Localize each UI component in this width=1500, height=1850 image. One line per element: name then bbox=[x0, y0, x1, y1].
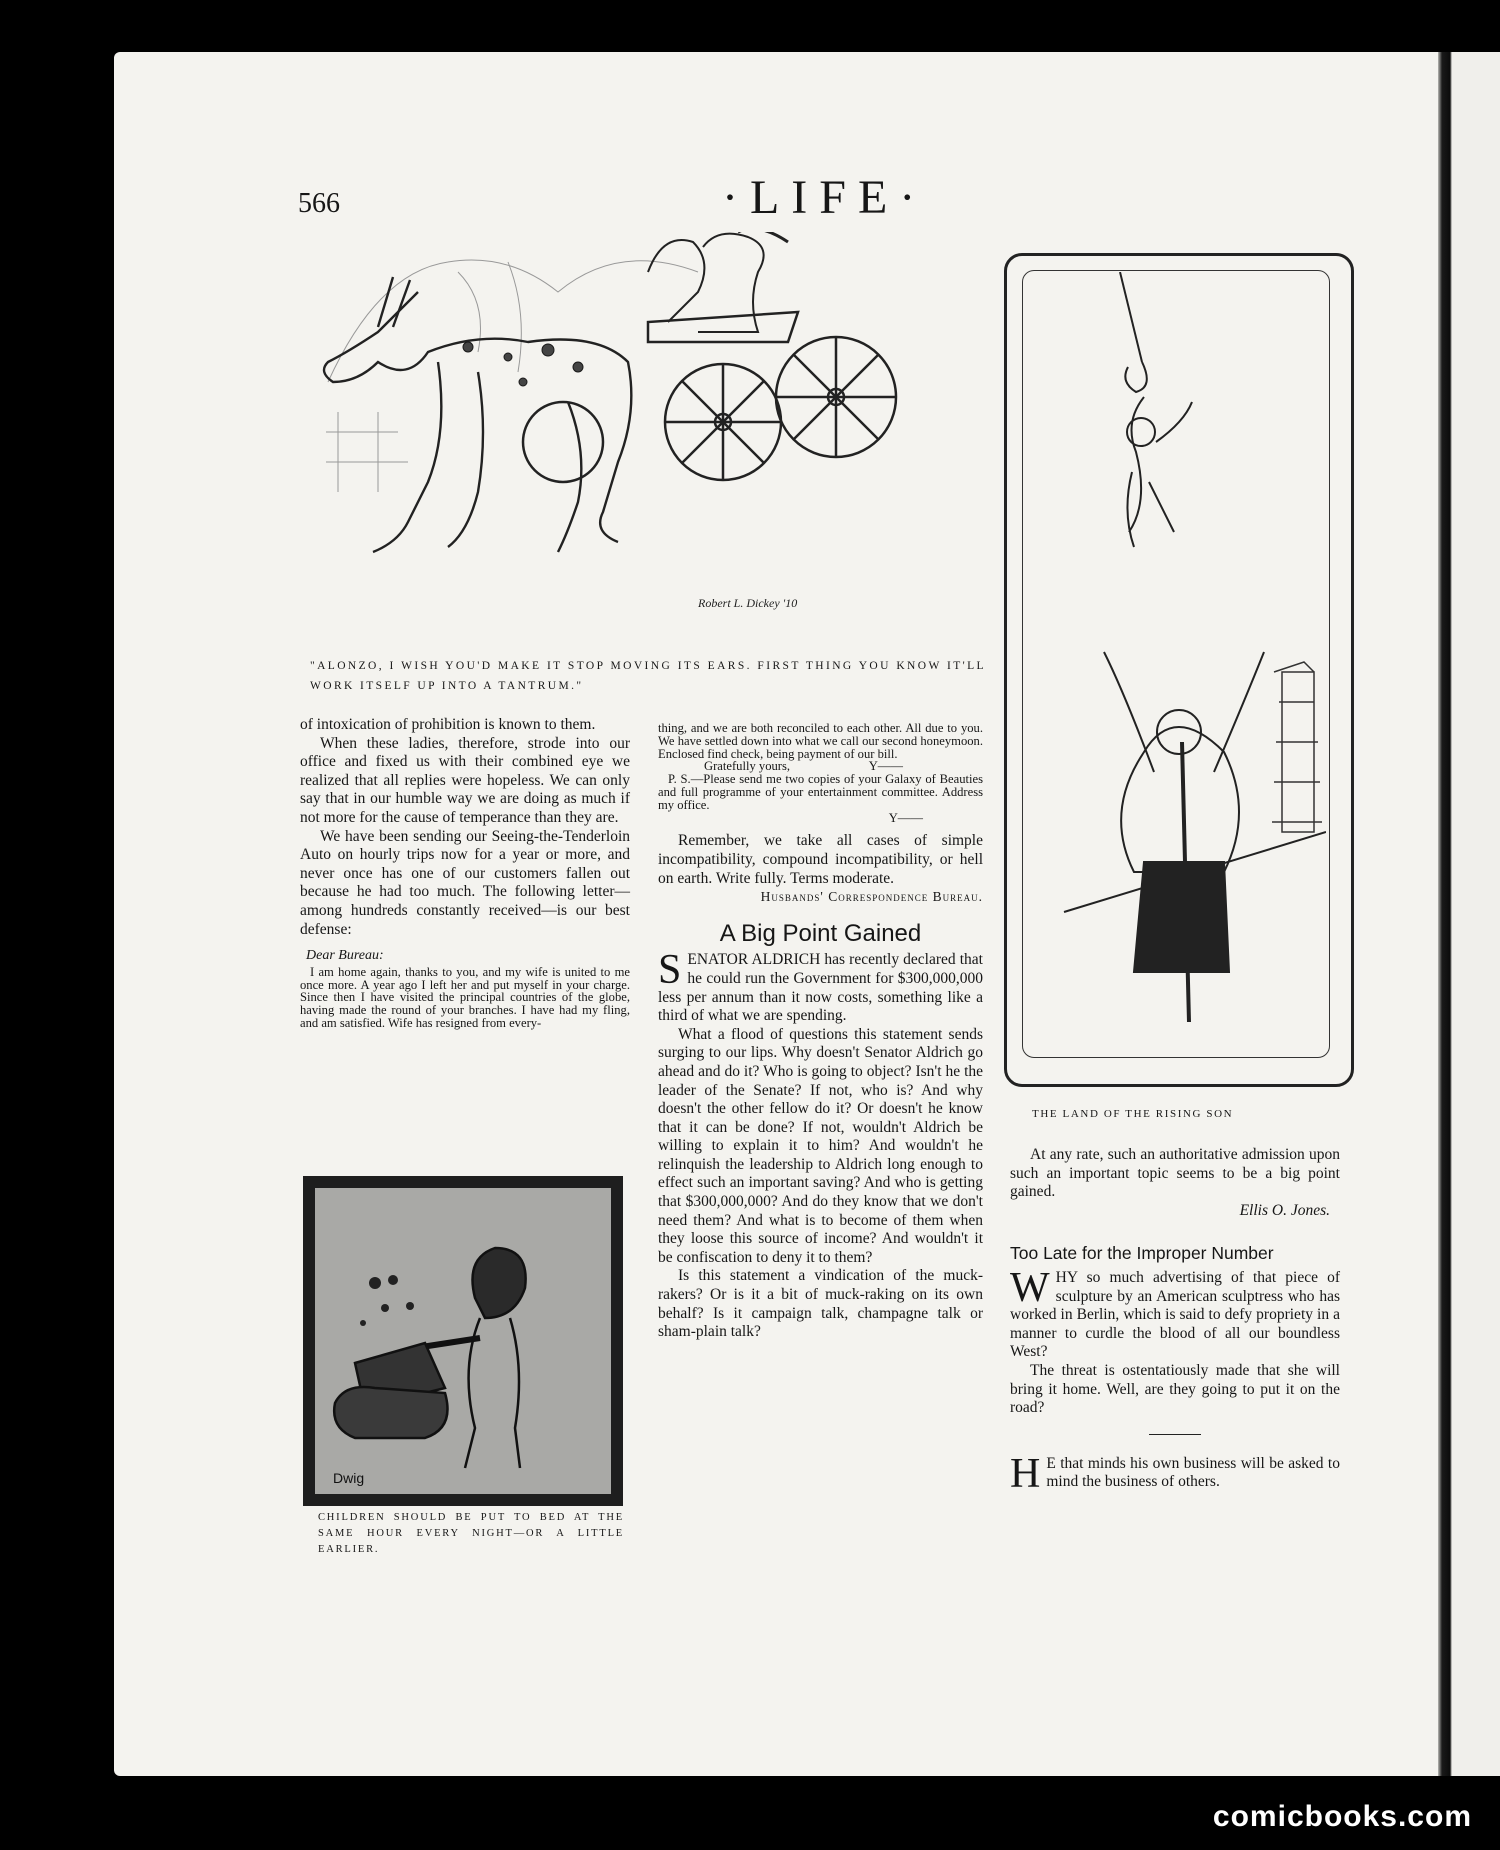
carriage-caption: "ALONZO, I WISH YOU'D MAKE IT STOP MOVING ITS EARS. FIRST THING YOU KNOW IT'LL WORK ITSELF UP INTO A TANTRUM." bbox=[310, 660, 986, 692]
children-illustration bbox=[315, 1188, 611, 1494]
watermark: comicbooks.com bbox=[1212, 1800, 1472, 1833]
horse-shading bbox=[463, 342, 583, 386]
rising-son-caption: THE LAND OF THE RISING SON bbox=[1032, 1108, 1234, 1120]
children-signature: Dwig bbox=[333, 1470, 365, 1486]
children-caption: CHILDREN SHOULD BE PUT TO BED AT THE SAME HOUR EVERY NIGHT—OR A LITTLE EARLIER. bbox=[318, 1512, 624, 1555]
masthead-title: ·LIFE· bbox=[722, 171, 928, 224]
article-paragraph: ENATOR ALDRICH has recently declared that he could run the Government for $300,000,000 less per annum than it now costs, something like a third of what we are spending. bbox=[658, 951, 983, 1025]
article-drop-cap: S bbox=[658, 947, 682, 994]
hook-icon bbox=[1125, 362, 1146, 392]
article-2-paragraph: The threat is ostentatiously made that she will bring it home. Well, are they going to put it on the road? bbox=[1010, 1361, 1340, 1417]
letter-body: I am home again, thanks to you, and my wife is united to me once more. A year ago I left her and put myself in your charge. Since then I have visited the principal countries of the globe, having made the round of your branches. I have had my fling, and am satisfied. Wife has resigned from every- bbox=[300, 964, 630, 1030]
letter-salutation: Dear Bureau: bbox=[306, 948, 384, 964]
col1-paragraph: of intoxication of prohibition is known to them. bbox=[300, 716, 596, 733]
horse-figure bbox=[324, 277, 631, 552]
article-2-paragraph: HY so much advertising of that piece of sculpture by an American sculptress who has worked in Berlin, which is said to defy propriety in a manner to curdle the blood of all our boundless West? bbox=[1010, 1268, 1340, 1361]
article-2-title: Too Late for the Improper Number bbox=[1010, 1243, 1274, 1264]
column-2 bbox=[658, 722, 983, 1342]
epigram-drop-cap: H bbox=[1010, 1450, 1041, 1497]
parent-robe bbox=[1121, 727, 1239, 872]
letter-closing: Gratefully yours, bbox=[704, 759, 791, 774]
epigram-text: E that minds his own business will be asked to mind the business of others. bbox=[1046, 1454, 1340, 1491]
section-divider bbox=[1149, 1434, 1201, 1435]
col1-paragraph: We have been sending our Seeing-the-Tenderloin Auto on hourly trips now for a year or more, and never once has one of our customers fallen out because he had too much. The following letter—among hundreds constantly received—is our best defense: bbox=[300, 827, 630, 938]
col1-paragraph: When these ladies, therefore, strode into our office and fixed us with their combined eye we realized that all replies were hopeless. We can only say that in our humble way we are doing as much if not more for the cause of temperance than they are. bbox=[300, 734, 630, 826]
bureau-signature: Husbands' Correspondence Bureau. bbox=[760, 889, 983, 905]
article-paragraph: What a flood of questions this statement sends surging to our lips. Why doesn't Senator Aldrich go ahead and do it? Who is going to object? Isn't he the leader of the Senate? If not, who is? And why doesn't the other fellow do it? Or doesn't he know that it can be done? If not, wouldn't Aldrich be willing to explain it to him? And wouldn't he relinquish the leadership to Aldrich long enough to effect such an important saving? And who is getting that $300,000,000? And do they know that we don't need them? And what is to become of them when they loose this source of income? And wouldn't it be confiscation to deny it to them? bbox=[658, 1025, 983, 1266]
article-title: A Big Point Gained bbox=[719, 919, 922, 947]
postscript-signature: Y—— bbox=[888, 810, 923, 825]
facing-page-edge bbox=[1438, 52, 1500, 1776]
fishing-line bbox=[1120, 272, 1142, 362]
carriage-illustration bbox=[318, 232, 986, 630]
col2-paragraph: Remember, we take all cases of simple incompatibility, compound incompatibility, or hell on earth. Write fully. Terms moderate. bbox=[658, 832, 983, 887]
carriage-wheels bbox=[523, 312, 896, 482]
article-paragraph: Is this statement a vindication of the muck-rakers? Or is it a bit of muck-raking on its own behalf? Is it campaign talk, champagne talk or sham-plain talk? bbox=[658, 1267, 983, 1341]
rising-son-illustration bbox=[1024, 272, 1326, 1054]
article-author: Ellis O. Jones. bbox=[1239, 1201, 1330, 1219]
page-number: 566 bbox=[298, 188, 340, 219]
column-1 bbox=[300, 716, 630, 1030]
letter-continuation: thing, and we are both reconciled to each other. All due to you. We have settled down into what we call our second honeymoon. Enclosed find check, being payment of our bill. bbox=[658, 721, 983, 761]
article-2-drop-cap: W bbox=[1010, 1264, 1050, 1311]
letter-postscript: P. S.—Please send me two copies of your Galaxy of Beauties and full programme of your entertainment committee. Address my office. bbox=[658, 772, 983, 812]
letter-signature: Y—— bbox=[868, 759, 903, 774]
carriage-signature: Robert L. Dickey '10 bbox=[698, 596, 798, 610]
column-3 bbox=[1010, 1146, 1340, 1497]
article-paragraph: At any rate, such an authoritative admission upon such an important topic seems to be a big point gained. bbox=[1010, 1146, 1340, 1201]
pagoda-icon bbox=[1272, 662, 1322, 832]
